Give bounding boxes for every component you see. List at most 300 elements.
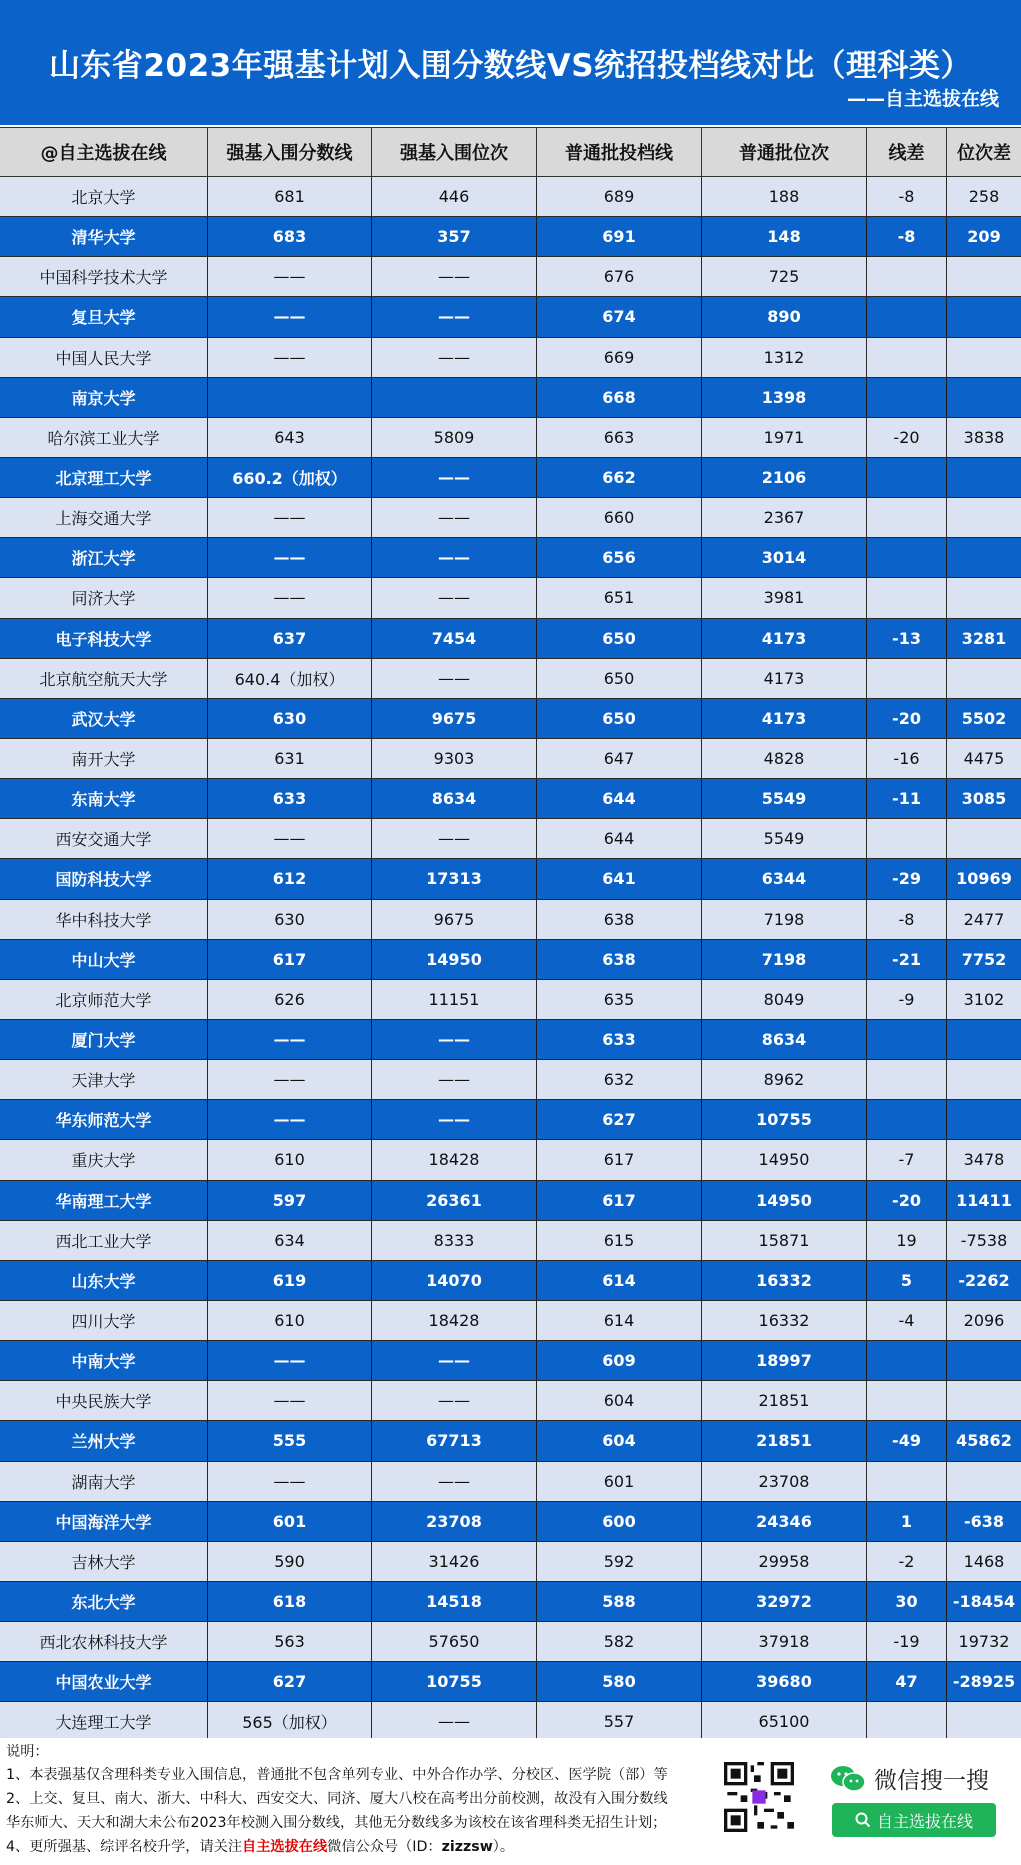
cell-rank-diff: -18454 xyxy=(946,1582,1021,1621)
wechat-icon xyxy=(830,1764,866,1794)
cell-university: 中国农业大学 xyxy=(55,1673,152,1693)
cell-score-diff xyxy=(866,257,946,296)
column-header-university: @自主选拔在线 xyxy=(40,143,167,164)
cell-regular-score: 638 xyxy=(536,940,701,979)
cell-university: 复旦大学 xyxy=(71,308,136,328)
cell-qiangji-rank: 10755 xyxy=(371,1662,536,1701)
table-row xyxy=(0,538,1021,578)
cell-qiangji-rank: —— xyxy=(371,819,536,858)
cell-rank-diff: 1468 xyxy=(946,1542,1021,1581)
cell-qiangji-score: —— xyxy=(207,1020,371,1059)
cell-regular-rank: 21851 xyxy=(701,1381,866,1420)
cell-regular-rank: 1398 xyxy=(701,378,866,417)
column-header-qiangji-score: 强基入围分数线 xyxy=(207,128,371,176)
cell-qiangji-score xyxy=(207,378,371,417)
cell-rank-diff: 11411 xyxy=(946,1181,1021,1220)
cell-regular-rank: 7198 xyxy=(701,940,866,979)
cell-university: 中国海洋大学 xyxy=(55,1512,152,1532)
cell-rank-diff xyxy=(946,378,1021,417)
note-line-3: 华东师大、天大和湖大未公布2023年校测入围分数线，其他无分数线多为该校在该省理科类无招生计划； xyxy=(6,1815,667,1831)
cell-regular-score: 638 xyxy=(536,900,701,939)
table-row xyxy=(0,1140,1021,1180)
cell-university: 大连理工大学 xyxy=(55,1713,152,1733)
table-row xyxy=(0,1462,1021,1502)
table-row xyxy=(0,859,1021,899)
cell-university: 哈尔滨工业大学 xyxy=(47,428,160,448)
cell-regular-rank: 16332 xyxy=(701,1261,866,1300)
cell-rank-diff: 2477 xyxy=(946,900,1021,939)
cell-regular-rank: 1971 xyxy=(701,418,866,457)
cell-qiangji-rank: —— xyxy=(371,297,536,336)
cell-regular-score: 669 xyxy=(536,338,701,377)
cell-regular-rank: 32972 xyxy=(701,1582,866,1621)
cell-qiangji-score: 610 xyxy=(207,1301,371,1340)
cell-regular-rank: 2106 xyxy=(701,458,866,497)
cell-qiangji-score: 617 xyxy=(207,940,371,979)
cell-qiangji-rank: —— xyxy=(371,498,536,537)
cell-regular-score: 580 xyxy=(536,1662,701,1701)
cell-regular-score: 662 xyxy=(536,458,701,497)
cell-rank-diff: 4475 xyxy=(946,739,1021,778)
cell-qiangji-rank: —— xyxy=(371,659,536,698)
cell-score-diff: -21 xyxy=(866,940,946,979)
cell-score-diff: -20 xyxy=(866,418,946,457)
wechat-search-text: 微信搜一搜 xyxy=(874,1768,989,1794)
cell-qiangji-rank: —— xyxy=(371,538,536,577)
cell-university: 武汉大学 xyxy=(71,709,136,729)
cell-score-diff: 5 xyxy=(866,1261,946,1300)
cell-qiangji-rank: —— xyxy=(371,1702,536,1741)
cell-regular-rank: 15871 xyxy=(701,1221,866,1260)
page-header xyxy=(0,0,1021,125)
cell-qiangji-rank: 67713 xyxy=(371,1421,536,1460)
table-row xyxy=(0,739,1021,779)
cell-score-diff xyxy=(866,659,946,698)
cell-qiangji-rank: 14950 xyxy=(371,940,536,979)
search-account-button[interactable] xyxy=(832,1803,996,1837)
cell-regular-rank: 6344 xyxy=(701,859,866,898)
table-row xyxy=(0,1020,1021,1060)
cell-qiangji-score: —— xyxy=(207,1341,371,1380)
cell-qiangji-score: 643 xyxy=(207,418,371,457)
column-header-score-diff: 线差 xyxy=(866,128,946,176)
cell-rank-diff: 258 xyxy=(946,177,1021,216)
cell-qiangji-score: —— xyxy=(207,498,371,537)
cell-qiangji-rank: 357 xyxy=(371,217,536,256)
cell-regular-score: 691 xyxy=(536,217,701,256)
cell-regular-score: 641 xyxy=(536,859,701,898)
cell-rank-diff: -638 xyxy=(946,1502,1021,1541)
cell-qiangji-rank: 18428 xyxy=(371,1301,536,1340)
cell-regular-score: 601 xyxy=(536,1462,701,1501)
table-row xyxy=(0,378,1021,418)
cell-university: 西北工业大学 xyxy=(55,1231,152,1251)
cell-qiangji-rank: 14070 xyxy=(371,1261,536,1300)
cell-qiangji-score: 627 xyxy=(207,1662,371,1701)
cell-university: 北京师范大学 xyxy=(55,990,152,1010)
cell-qiangji-score: 601 xyxy=(207,1502,371,1541)
cell-rank-diff: 45862 xyxy=(946,1421,1021,1460)
table-row xyxy=(0,578,1021,618)
search-account-label: 自主选拔在线 xyxy=(876,1811,973,1831)
table-row xyxy=(0,1662,1021,1702)
note-line-4-text-b: 微信公众号（ID： xyxy=(327,1839,442,1855)
cell-regular-score: 614 xyxy=(536,1301,701,1340)
note-line-4-text-c: ）。 xyxy=(492,1839,515,1855)
cell-score-diff xyxy=(866,1462,946,1501)
table-row xyxy=(0,1100,1021,1140)
cell-rank-diff xyxy=(946,1381,1021,1420)
cell-regular-score: 660 xyxy=(536,498,701,537)
cell-rank-diff: 10969 xyxy=(946,859,1021,898)
cell-score-diff: 30 xyxy=(866,1582,946,1621)
cell-score-diff xyxy=(866,458,946,497)
cell-qiangji-score: —— xyxy=(207,1060,371,1099)
cell-rank-diff xyxy=(946,498,1021,537)
notes-heading: 说明： xyxy=(6,1744,49,1760)
cell-score-diff: -19 xyxy=(866,1622,946,1661)
table-row xyxy=(0,1381,1021,1421)
cell-qiangji-score: 631 xyxy=(207,739,371,778)
cell-regular-rank: 148 xyxy=(701,217,866,256)
cell-regular-score: 592 xyxy=(536,1542,701,1581)
cell-university: 浙江大学 xyxy=(71,549,136,569)
cell-rank-diff: 3838 xyxy=(946,418,1021,457)
cell-rank-diff: 2096 xyxy=(946,1301,1021,1340)
cell-score-diff xyxy=(866,297,946,336)
page-subtitle: ——自主选拔在线 xyxy=(846,88,999,110)
cell-qiangji-rank: 14518 xyxy=(371,1582,536,1621)
cell-qiangji-rank: 9675 xyxy=(371,900,536,939)
cell-qiangji-rank: 57650 xyxy=(371,1622,536,1661)
cell-score-diff xyxy=(866,1341,946,1380)
cell-university: 北京理工大学 xyxy=(55,469,152,489)
cell-university: 中央民族大学 xyxy=(55,1392,152,1412)
cell-regular-score: 668 xyxy=(536,378,701,417)
cell-qiangji-score: 565（加权） xyxy=(207,1702,371,1741)
cell-qiangji-rank: 8333 xyxy=(371,1221,536,1260)
cell-regular-rank: 188 xyxy=(701,177,866,216)
table-row xyxy=(0,1421,1021,1461)
cell-qiangji-rank: —— xyxy=(371,578,536,617)
table-row xyxy=(0,1181,1021,1221)
cell-regular-rank: 4828 xyxy=(701,739,866,778)
cell-regular-rank: 10755 xyxy=(701,1100,866,1139)
cell-regular-score: 650 xyxy=(536,619,701,658)
cell-regular-rank: 39680 xyxy=(701,1662,866,1701)
cell-qiangji-rank: —— xyxy=(371,1381,536,1420)
cell-rank-diff xyxy=(946,257,1021,296)
cell-score-diff xyxy=(866,538,946,577)
cell-university: 华南理工大学 xyxy=(55,1191,152,1211)
table-row xyxy=(0,940,1021,980)
table-row xyxy=(0,1702,1021,1742)
table-row xyxy=(0,498,1021,538)
cell-rank-diff xyxy=(946,1702,1021,1741)
cell-university: 天津大学 xyxy=(71,1071,136,1091)
table-row xyxy=(0,900,1021,940)
cell-university: 山东大学 xyxy=(71,1271,136,1291)
cell-rank-diff: -28925 xyxy=(946,1662,1021,1701)
cell-qiangji-score: 630 xyxy=(207,900,371,939)
cell-qiangji-rank: —— xyxy=(371,1341,536,1380)
cell-score-diff: -9 xyxy=(866,980,946,1019)
cell-regular-score: 635 xyxy=(536,980,701,1019)
cell-university: 兰州大学 xyxy=(71,1432,136,1452)
cell-rank-diff: 209 xyxy=(946,217,1021,256)
cell-qiangji-rank: —— xyxy=(371,338,536,377)
cell-regular-score: 650 xyxy=(536,659,701,698)
cell-regular-rank: 14950 xyxy=(701,1181,866,1220)
cell-score-diff xyxy=(866,498,946,537)
cell-qiangji-score: —— xyxy=(207,297,371,336)
cell-score-diff xyxy=(866,1702,946,1741)
search-icon xyxy=(855,1812,871,1828)
cell-rank-diff: 3102 xyxy=(946,980,1021,1019)
cell-score-diff: -29 xyxy=(866,859,946,898)
cell-rank-diff: 19732 xyxy=(946,1622,1021,1661)
table-row xyxy=(0,418,1021,458)
cell-qiangji-score: 619 xyxy=(207,1261,371,1300)
cell-qiangji-rank: 18428 xyxy=(371,1140,536,1179)
cell-regular-score: 674 xyxy=(536,297,701,336)
table-row xyxy=(0,1261,1021,1301)
cell-score-diff xyxy=(866,819,946,858)
cell-university: 重庆大学 xyxy=(71,1151,136,1171)
cell-qiangji-score: 634 xyxy=(207,1221,371,1260)
table-row xyxy=(0,217,1021,257)
cell-rank-diff xyxy=(946,1462,1021,1501)
cell-qiangji-rank: —— xyxy=(371,1462,536,1501)
cell-university: 西北农林科技大学 xyxy=(39,1633,168,1653)
cell-university: 厦门大学 xyxy=(71,1031,136,1051)
cell-regular-rank: 890 xyxy=(701,297,866,336)
table-row xyxy=(0,1221,1021,1261)
table-row xyxy=(0,659,1021,699)
cell-regular-rank: 3014 xyxy=(701,538,866,577)
cell-regular-score: 615 xyxy=(536,1221,701,1260)
cell-regular-score: 647 xyxy=(536,739,701,778)
cell-regular-rank: 24346 xyxy=(701,1502,866,1541)
cell-qiangji-rank: 7454 xyxy=(371,619,536,658)
cell-university: 同济大学 xyxy=(71,589,136,609)
note-line-4-text: 4、更所强基、综评名校升学，请关注 xyxy=(6,1839,243,1855)
cell-qiangji-score: 610 xyxy=(207,1140,371,1179)
wechat-search-label xyxy=(830,1762,989,1795)
cell-university: 中国人民大学 xyxy=(55,348,152,368)
cell-regular-rank: 4173 xyxy=(701,659,866,698)
cell-rank-diff: 3281 xyxy=(946,619,1021,658)
cell-regular-rank: 4173 xyxy=(701,699,866,738)
column-header-regular-score: 普通批投档线 xyxy=(536,128,701,176)
cell-qiangji-score: 626 xyxy=(207,980,371,1019)
cell-regular-score: 617 xyxy=(536,1181,701,1220)
cell-rank-diff xyxy=(946,1060,1021,1099)
cell-qiangji-score: —— xyxy=(207,1462,371,1501)
table-row xyxy=(0,1622,1021,1662)
table-row xyxy=(0,1582,1021,1622)
cell-score-diff: -20 xyxy=(866,699,946,738)
cell-qiangji-rank: 26361 xyxy=(371,1181,536,1220)
cell-regular-score: 609 xyxy=(536,1341,701,1380)
page-title: 山东省2023年强基计划入围分数线VS统招投档线对比（理科类） xyxy=(48,48,973,84)
cell-qiangji-score: —— xyxy=(207,578,371,617)
cell-regular-score: 604 xyxy=(536,1421,701,1460)
cell-university: 南开大学 xyxy=(71,750,136,770)
cell-regular-score: 614 xyxy=(536,1261,701,1300)
cell-score-diff: -2 xyxy=(866,1542,946,1581)
cell-university: 北京航空航天大学 xyxy=(39,669,168,689)
cell-score-diff xyxy=(866,1020,946,1059)
cell-qiangji-score: —— xyxy=(207,538,371,577)
cell-university: 国防科技大学 xyxy=(55,870,152,890)
cell-qiangji-score: —— xyxy=(207,338,371,377)
cell-regular-score: 656 xyxy=(536,538,701,577)
cell-qiangji-score: —— xyxy=(207,1100,371,1139)
cell-regular-score: 588 xyxy=(536,1582,701,1621)
cell-regular-score: 557 xyxy=(536,1702,701,1741)
cell-regular-rank: 14950 xyxy=(701,1140,866,1179)
cell-qiangji-rank: 17313 xyxy=(371,859,536,898)
column-header-rank-diff: 位次差 xyxy=(946,128,1021,176)
cell-score-diff xyxy=(866,578,946,617)
cell-score-diff: -8 xyxy=(866,900,946,939)
table-row xyxy=(0,819,1021,859)
brand-name-highlight: 自主选拔在线 xyxy=(242,1839,328,1855)
cell-rank-diff: 7752 xyxy=(946,940,1021,979)
cell-university: 北京大学 xyxy=(71,188,136,208)
cell-regular-score: 582 xyxy=(536,1622,701,1661)
cell-rank-diff: 3085 xyxy=(946,779,1021,818)
table-row xyxy=(0,458,1021,498)
cell-regular-rank: 5549 xyxy=(701,779,866,818)
cell-qiangji-rank: 5809 xyxy=(371,418,536,457)
cell-university: 南京大学 xyxy=(71,388,136,408)
cell-regular-rank: 8634 xyxy=(701,1020,866,1059)
cell-score-diff: -16 xyxy=(866,739,946,778)
cell-qiangji-rank: —— xyxy=(371,1020,536,1059)
cell-regular-score: 689 xyxy=(536,177,701,216)
cell-rank-diff xyxy=(946,297,1021,336)
cell-regular-score: 676 xyxy=(536,257,701,296)
cell-score-diff: 1 xyxy=(866,1502,946,1541)
cell-regular-score: 617 xyxy=(536,1140,701,1179)
cell-rank-diff xyxy=(946,1020,1021,1059)
table-row xyxy=(0,619,1021,659)
column-header-qiangji-rank: 强基入围位次 xyxy=(371,128,536,176)
cell-university: 东北大学 xyxy=(71,1592,136,1612)
cell-rank-diff: -2262 xyxy=(946,1261,1021,1300)
table-body xyxy=(0,177,1021,1742)
cell-qiangji-rank: 9675 xyxy=(371,699,536,738)
cell-regular-rank: 37918 xyxy=(701,1622,866,1661)
cell-qiangji-score: 633 xyxy=(207,779,371,818)
cell-rank-diff xyxy=(946,1100,1021,1139)
cell-score-diff: -49 xyxy=(866,1421,946,1460)
cell-regular-rank: 2367 xyxy=(701,498,866,537)
cell-regular-rank: 8049 xyxy=(701,980,866,1019)
cell-score-diff: 19 xyxy=(866,1221,946,1260)
table-row xyxy=(0,338,1021,378)
cell-regular-rank: 8962 xyxy=(701,1060,866,1099)
cell-score-diff xyxy=(866,378,946,417)
cell-qiangji-rank: 23708 xyxy=(371,1502,536,1541)
cell-qiangji-rank: 11151 xyxy=(371,980,536,1019)
cell-regular-rank: 3981 xyxy=(701,578,866,617)
cell-qiangji-score: 612 xyxy=(207,859,371,898)
cell-regular-score: 632 xyxy=(536,1060,701,1099)
cell-score-diff: -4 xyxy=(866,1301,946,1340)
cell-qiangji-rank: 446 xyxy=(371,177,536,216)
cell-qiangji-score: 590 xyxy=(207,1542,371,1581)
cell-regular-score: 663 xyxy=(536,418,701,457)
cell-qiangji-rank: 9303 xyxy=(371,739,536,778)
cell-regular-rank: 5549 xyxy=(701,819,866,858)
cell-qiangji-rank: 8634 xyxy=(371,779,536,818)
cell-regular-rank: 1312 xyxy=(701,338,866,377)
cell-university: 中山大学 xyxy=(71,950,136,970)
cell-university: 华中科技大学 xyxy=(55,910,152,930)
cell-qiangji-score: 630 xyxy=(207,699,371,738)
cell-regular-rank: 65100 xyxy=(701,1702,866,1741)
cell-qiangji-score: 640.4（加权） xyxy=(207,659,371,698)
table-row xyxy=(0,1060,1021,1100)
cell-university: 四川大学 xyxy=(71,1312,136,1331)
note-line-2: 2、上交、复旦、南大、浙大、中科大、西安交大、同济、厦大八校在高考出分前校测，故没有入围分数线 xyxy=(6,1791,668,1807)
cell-qiangji-rank: —— xyxy=(371,458,536,497)
cell-rank-diff xyxy=(946,819,1021,858)
cell-rank-diff xyxy=(946,338,1021,377)
cell-score-diff: -11 xyxy=(866,779,946,818)
cell-qiangji-rank xyxy=(371,378,536,417)
note-line-1: 1、本表强基仅含理科类专业入围信息，普通批不包含单列专业、中外合作办学、分校区、医学院（部）等 xyxy=(6,1767,668,1783)
cell-qiangji-score: —— xyxy=(207,819,371,858)
cell-qiangji-score: 681 xyxy=(207,177,371,216)
cell-score-diff xyxy=(866,1100,946,1139)
cell-score-diff xyxy=(866,1060,946,1099)
cell-score-diff: 47 xyxy=(866,1662,946,1701)
table-row xyxy=(0,1301,1021,1341)
cell-regular-rank: 16332 xyxy=(701,1301,866,1340)
cell-qiangji-score: 683 xyxy=(207,217,371,256)
cell-university: 中国科学技术大学 xyxy=(39,268,168,288)
cell-qiangji-score: —— xyxy=(207,257,371,296)
table-row xyxy=(0,1341,1021,1381)
cell-university: 中南大学 xyxy=(71,1352,136,1372)
cell-university: 上海交通大学 xyxy=(55,509,152,529)
cell-regular-score: 651 xyxy=(536,578,701,617)
cell-score-diff: -8 xyxy=(866,177,946,216)
cell-rank-diff xyxy=(946,578,1021,617)
table-row xyxy=(0,1502,1021,1542)
cell-regular-score: 644 xyxy=(536,779,701,818)
cell-regular-score: 650 xyxy=(536,699,701,738)
cell-university: 湖南大学 xyxy=(71,1472,136,1492)
table-row xyxy=(0,177,1021,217)
wechat-id: zizzsw xyxy=(441,1839,493,1855)
cell-university: 华东师范大学 xyxy=(55,1111,152,1131)
cell-university: 电子科技大学 xyxy=(55,629,152,649)
cell-rank-diff xyxy=(946,458,1021,497)
column-header-regular-rank: 普通批位次 xyxy=(701,128,866,176)
cell-qiangji-score: —— xyxy=(207,1381,371,1420)
cell-regular-rank: 725 xyxy=(701,257,866,296)
cell-regular-rank: 23708 xyxy=(701,1462,866,1501)
cell-regular-score: 633 xyxy=(536,1020,701,1059)
cell-rank-diff xyxy=(946,1341,1021,1380)
cell-rank-diff xyxy=(946,538,1021,577)
cell-university: 东南大学 xyxy=(71,790,136,810)
